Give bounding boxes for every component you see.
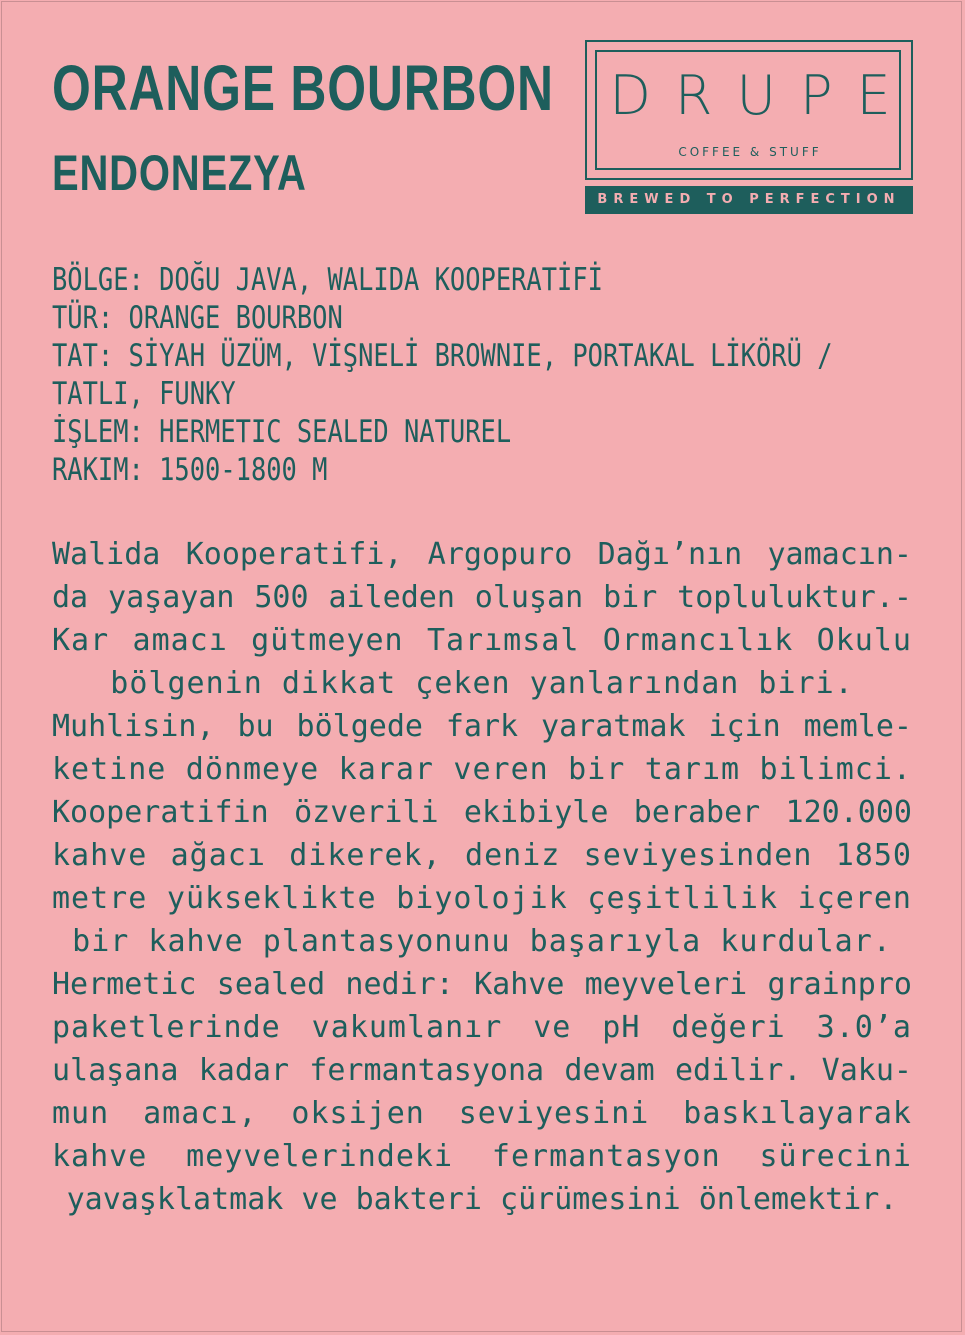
description <box>52 533 912 1221</box>
description-line: ketine dönmeye karar veren bir tarım bilimci. <box>52 752 912 787</box>
drupe-logo <box>585 40 915 215</box>
description-line: metre yükseklikte biyolojik çeşitlilik içeren <box>52 881 912 916</box>
description-line: Walida Kooperatifi, Argopuro Dağı’nın yamacın- <box>52 537 912 572</box>
detail-region: BÖLGE: DOĞU JAVA, WALIDA KOOPERATİFİ <box>52 262 603 298</box>
description-line: ulaşana kadar fermantasyona devam edilir. Vaku- <box>52 1053 912 1088</box>
coffee-details <box>52 261 965 489</box>
description-line: kahve meyvelerindeki fermantasyon sürecini <box>52 1139 912 1174</box>
description-line: Muhlisin, bu bölgede fark yaratmak için memle- <box>52 709 912 744</box>
description-line: Kooperatifin özverili ekibiyle beraber 120.000 <box>52 795 912 830</box>
description-line: kahve ağacı dikerek, deniz seviyesinden 1850 <box>52 838 912 873</box>
detail-taste-cont: TATLI, FUNKY <box>52 376 236 412</box>
description-line: da yaşayan 500 aileden oluşan bir topluluktur.- <box>52 580 912 615</box>
description-line: paketlerinde vakumlanır ve pH değeri 3.0’a <box>52 1010 912 1045</box>
logo-wordmark: DRUPE <box>609 64 915 127</box>
detail-process: İŞLEM: HERMETIC SEALED NATUREL <box>52 414 512 450</box>
description-line: bölgenin dikkat çeken yanlarından biri. <box>110 666 854 701</box>
coffee-title: ORANGE BOURBON <box>52 52 554 124</box>
description-line: Hermetic sealed nedir: Kahve meyveleri grainpro <box>52 967 912 1002</box>
description-line: Kar amacı gütmeyen Tarımsal Ormancılık Okulu <box>52 623 912 658</box>
detail-taste: TAT: SİYAH ÜZÜM, VİŞNELİ BROWNIE, PORTAKAL LİKÖRÜ / <box>52 338 833 374</box>
logo-banner: BREWED TO PERFECTION <box>585 186 913 214</box>
origin-country: ENDONEZYA <box>52 145 307 201</box>
description-line: yavaşklatmak ve bakteri çürümesini önlemektir. <box>66 1182 898 1217</box>
detail-altitude: RAKIM: 1500-1800 M <box>52 452 328 488</box>
logo-tagline: COFFEE & STUFF <box>678 145 822 159</box>
detail-variety: TÜR: ORANGE BOURBON <box>52 300 343 336</box>
description-line: mun amacı, oksijen seviyesini baskılayarak <box>52 1096 912 1131</box>
description-line: bir kahve plantasyonunu başarıyla kurdular. <box>72 924 892 959</box>
